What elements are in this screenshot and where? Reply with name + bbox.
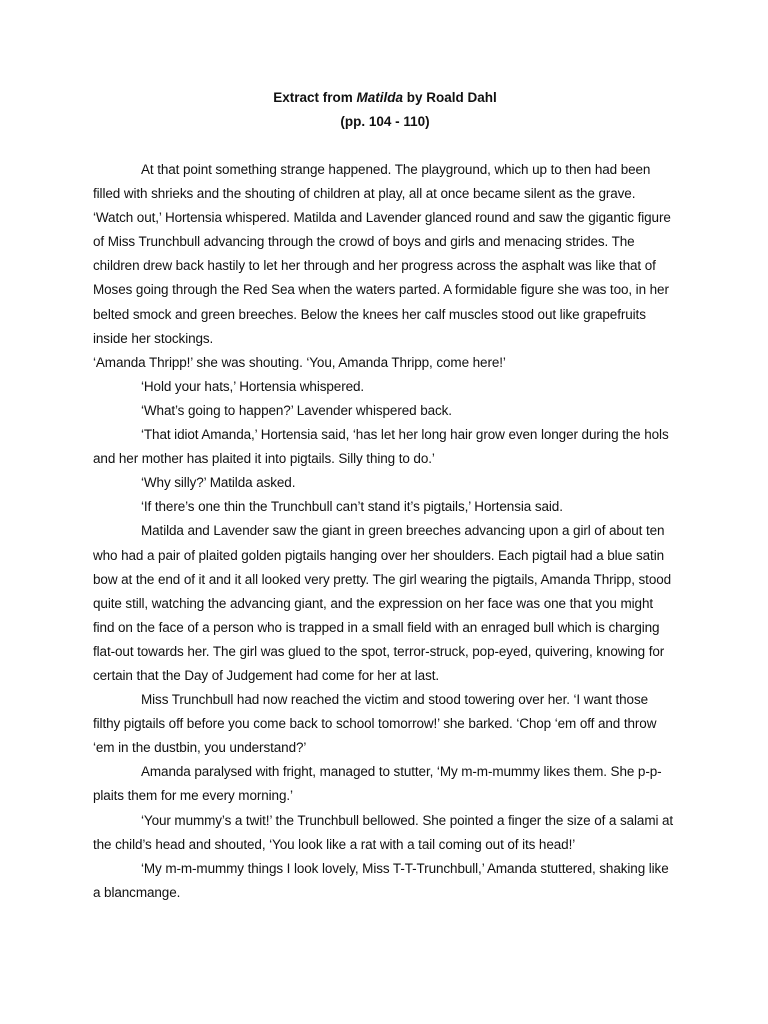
title-prefix: Extract from <box>273 90 357 105</box>
paragraph-11: ‘Your mummy’s a twit!’ the Trunchbull bellowed. She pointed a finger the size of a salami at the child’s head and shouted, ‘You look like a rat with a tail coming out of its head!’ <box>93 812 674 852</box>
paragraph-4: ‘What’s going to happen?’ Lavender whispered back. <box>141 402 452 418</box>
paragraph-1: At that point something strange happened. The playground, which up to then had been filled with shrieks and the shouting of children at play, all at once became silent as the grave. ‘Watch out,’ Hortensia whispered. Matilda and Lavender glanced round and saw the gigantic figure of Miss Trunchbull advancing through the crowd of boys and girls and menacing strides. The children drew back hastily to let her through and her progress across the asphalt was like that of Moses going through the Red Sea when the waters parted. A formidable figure she was too, in her belted smock and green breeches. Below the knees her calf muscles stood out like grapefruits inside her stockings. <box>93 162 671 346</box>
paragraph-8: Matilda and Lavender saw the giant in green breeches advancing upon a girl of about ten who had a pair of plaited golden pigtails hanging over her shoulders. Each pigtail had a blue satin bow at the end of it and it all looked very pretty. The girl wearing the pigtails, Amanda Thripp, stood quite still, watching the advancing giant, and the expression on her face was one that you might find on the face of a person who is trapped in a small field with an enraged bull which is charging flat-out towards her. The girl was glued to the spot, terror-struck, pop-eyed, quivering, knowing for certain that the Day of Judgement had come for her at last. <box>93 523 672 683</box>
paragraph-2: ‘Amanda Thripp!’ she was shouting. ‘You, Amanda Thripp, come here!’ <box>93 354 506 370</box>
paragraph-6: ‘Why silly?’ Matilda asked. <box>141 475 296 491</box>
paragraph-3: ‘Hold your hats,’ Hortensia whispered. <box>141 378 365 394</box>
paragraph-7: ‘If there’s one thin the Trunchbull can’t stand it’s pigtails,’ Hortensia said. <box>141 499 563 515</box>
book-title: Matilda <box>356 90 404 105</box>
paragraph-9: Miss Trunchbull had now reached the victim and stood towering over her. ‘I want those filthy pigtails off before you come back to school tomorrow!’ she barked. ‘Chop ‘em off and throw ‘em in the dustbin, you understand?’ <box>93 692 657 756</box>
document-title <box>93 86 677 110</box>
paragraph-12: ‘My m-m-mummy things I look lovely, Miss T-T-Trunchbull,’ Amanda stuttered, shaking like a blancmange. <box>93 860 669 900</box>
paragraph-5: ‘That idiot Amanda,’ Hortensia said, ‘has let her long hair grow even longer during the hols and her mother has plaited it into pigtails. Silly thing to do.’ <box>93 427 669 467</box>
page-range: (pp. 104 - 110) <box>340 114 430 129</box>
title-author: by Roald Dahl <box>403 90 497 105</box>
document-content <box>93 86 677 905</box>
paragraph-10: Amanda paralysed with fright, managed to stutter, ‘My m-m-mummy likes them. She p-p-plaits them for me every morning.’ <box>93 764 662 804</box>
